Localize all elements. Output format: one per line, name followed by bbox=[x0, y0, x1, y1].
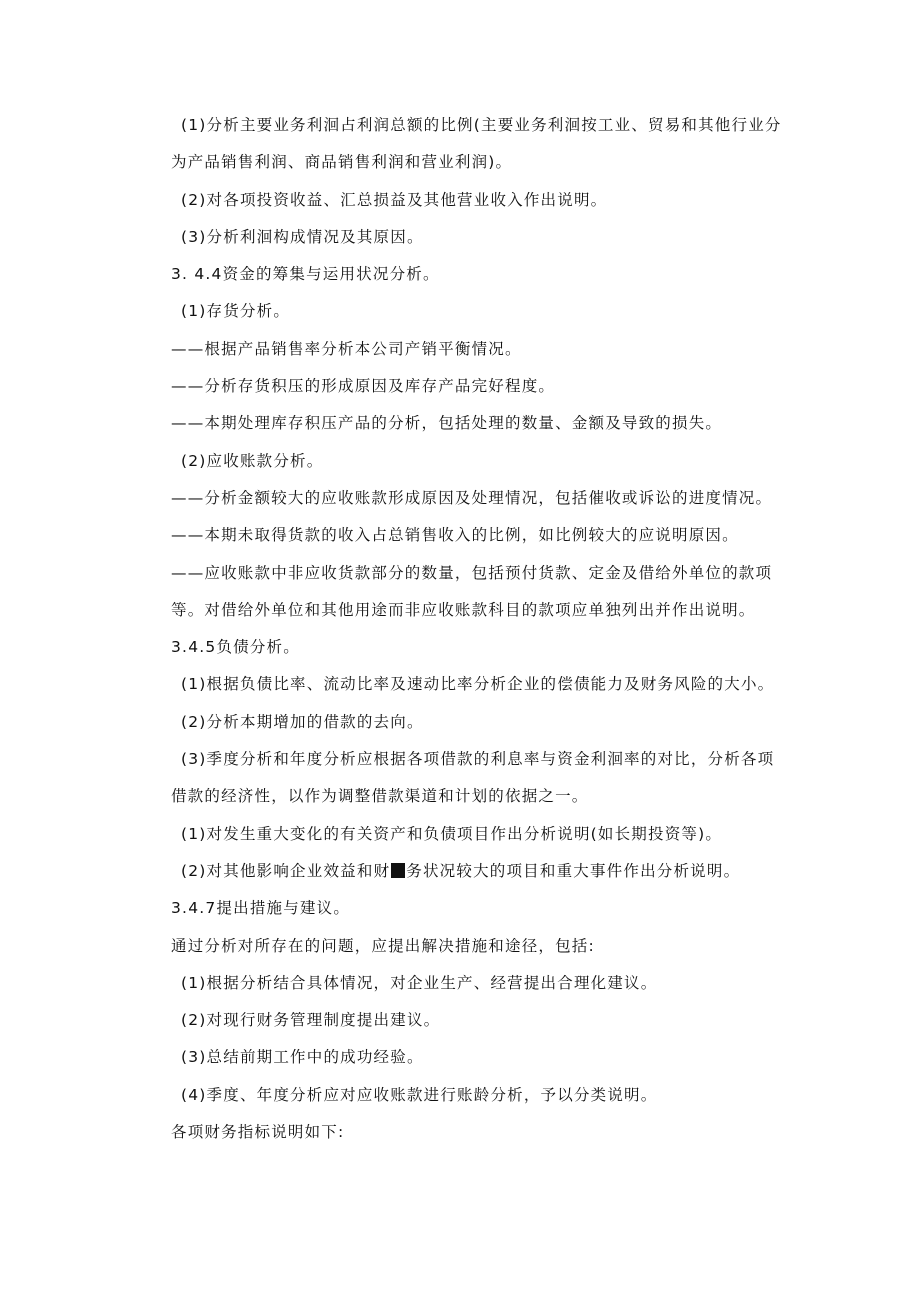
dash-item: ——本期处理库存积压产品的分析，包括处理的数量、金额及导致的损失。 bbox=[171, 414, 723, 433]
redaction-mark-icon bbox=[391, 863, 405, 878]
paragraph-line bbox=[171, 853, 761, 890]
paragraph-line: (2)应收账款分析。 bbox=[181, 451, 324, 470]
paragraph-line: (1)存货分析。 bbox=[181, 302, 291, 321]
dash-item: ——根据产品销售率分析本公司产销平衡情况。 bbox=[171, 339, 522, 358]
line-text-before: (2)对其他影响企业效益和财 bbox=[181, 861, 391, 880]
paragraph-line: (1)根据负债比率、流动比率及速动比率分析企业的偿债能力及财务风险的大小。 bbox=[181, 675, 775, 694]
paragraph-line: (4)季度、年度分析应对应收账款进行账龄分析，予以分类说明。 bbox=[181, 1085, 658, 1104]
paragraph-line: 借款的经济性，以作为调整借款渠道和计划的依据之一。 bbox=[171, 787, 589, 806]
dash-item: ——分析存货积压的形成原因及库存产品完好程度。 bbox=[171, 377, 556, 396]
paragraph-line: 等。对借给外单位和其他用途而非应收账款科目的款项应单独列出并作出说明。 bbox=[171, 600, 756, 619]
dash-item: ——本期未取得货款的收入占总销售收入的比例，如比例较大的应说明原因。 bbox=[171, 526, 739, 545]
paragraph-line: (1)对发生重大变化的有关资产和负债项目作出分析说明(如长期投资等)。 bbox=[181, 824, 723, 843]
section-heading: 3.4.5负债分析。 bbox=[171, 638, 300, 657]
paragraph-line: (2)对现行财务管理制度提出建议。 bbox=[181, 1011, 441, 1030]
dash-item: ——应收账款中非应收货款部分的数量，包括预付货款、定金及借给外单位的款项 bbox=[171, 563, 773, 582]
paragraph-line: (3)分析利洄构成情况及其原因。 bbox=[181, 227, 424, 246]
section-heading: 3.4.7提出措施与建议。 bbox=[171, 899, 351, 918]
paragraph-line: 为产品销售利润、商品销售利润和营业利润)。 bbox=[171, 153, 513, 172]
line-text-after: 务状况较大的项目和重大事件作出分析说明。 bbox=[406, 861, 741, 880]
section-heading: 3. 4.4资金的筹集与运用状况分析。 bbox=[171, 265, 440, 284]
document-body bbox=[171, 107, 782, 1151]
paragraph-line: (3)总结前期工作中的成功经验。 bbox=[181, 1048, 424, 1067]
paragraph-line: (2)分析本期增加的借款的去向。 bbox=[181, 712, 424, 731]
paragraph-line: 各项财务指标说明如下: bbox=[171, 1123, 345, 1142]
dash-item: ——分析金额较大的应收账款形成原因及处理情况，包括催收或诉讼的进度情况。 bbox=[171, 488, 773, 507]
paragraph-line: (2)对各项投资收益、汇总损益及其他营业收入作出说明。 bbox=[181, 190, 608, 209]
paragraph-line: (1)根据分析结合具体情况，对企业生产、经营提出合理化建议。 bbox=[181, 973, 658, 992]
paragraph-line: (1)分析主要业务利洄占利润总额的比例(主要业务利洄按工业、贸易和其他行业分 bbox=[181, 116, 782, 134]
paragraph-line: (3)季度分析和年度分析应根据各项借款的利息率与资金利洄率的对比，分析各项 bbox=[181, 750, 775, 769]
paragraph-line: 通过分析对所存在的问题，应提出解决措施和途径，包括: bbox=[171, 936, 595, 955]
